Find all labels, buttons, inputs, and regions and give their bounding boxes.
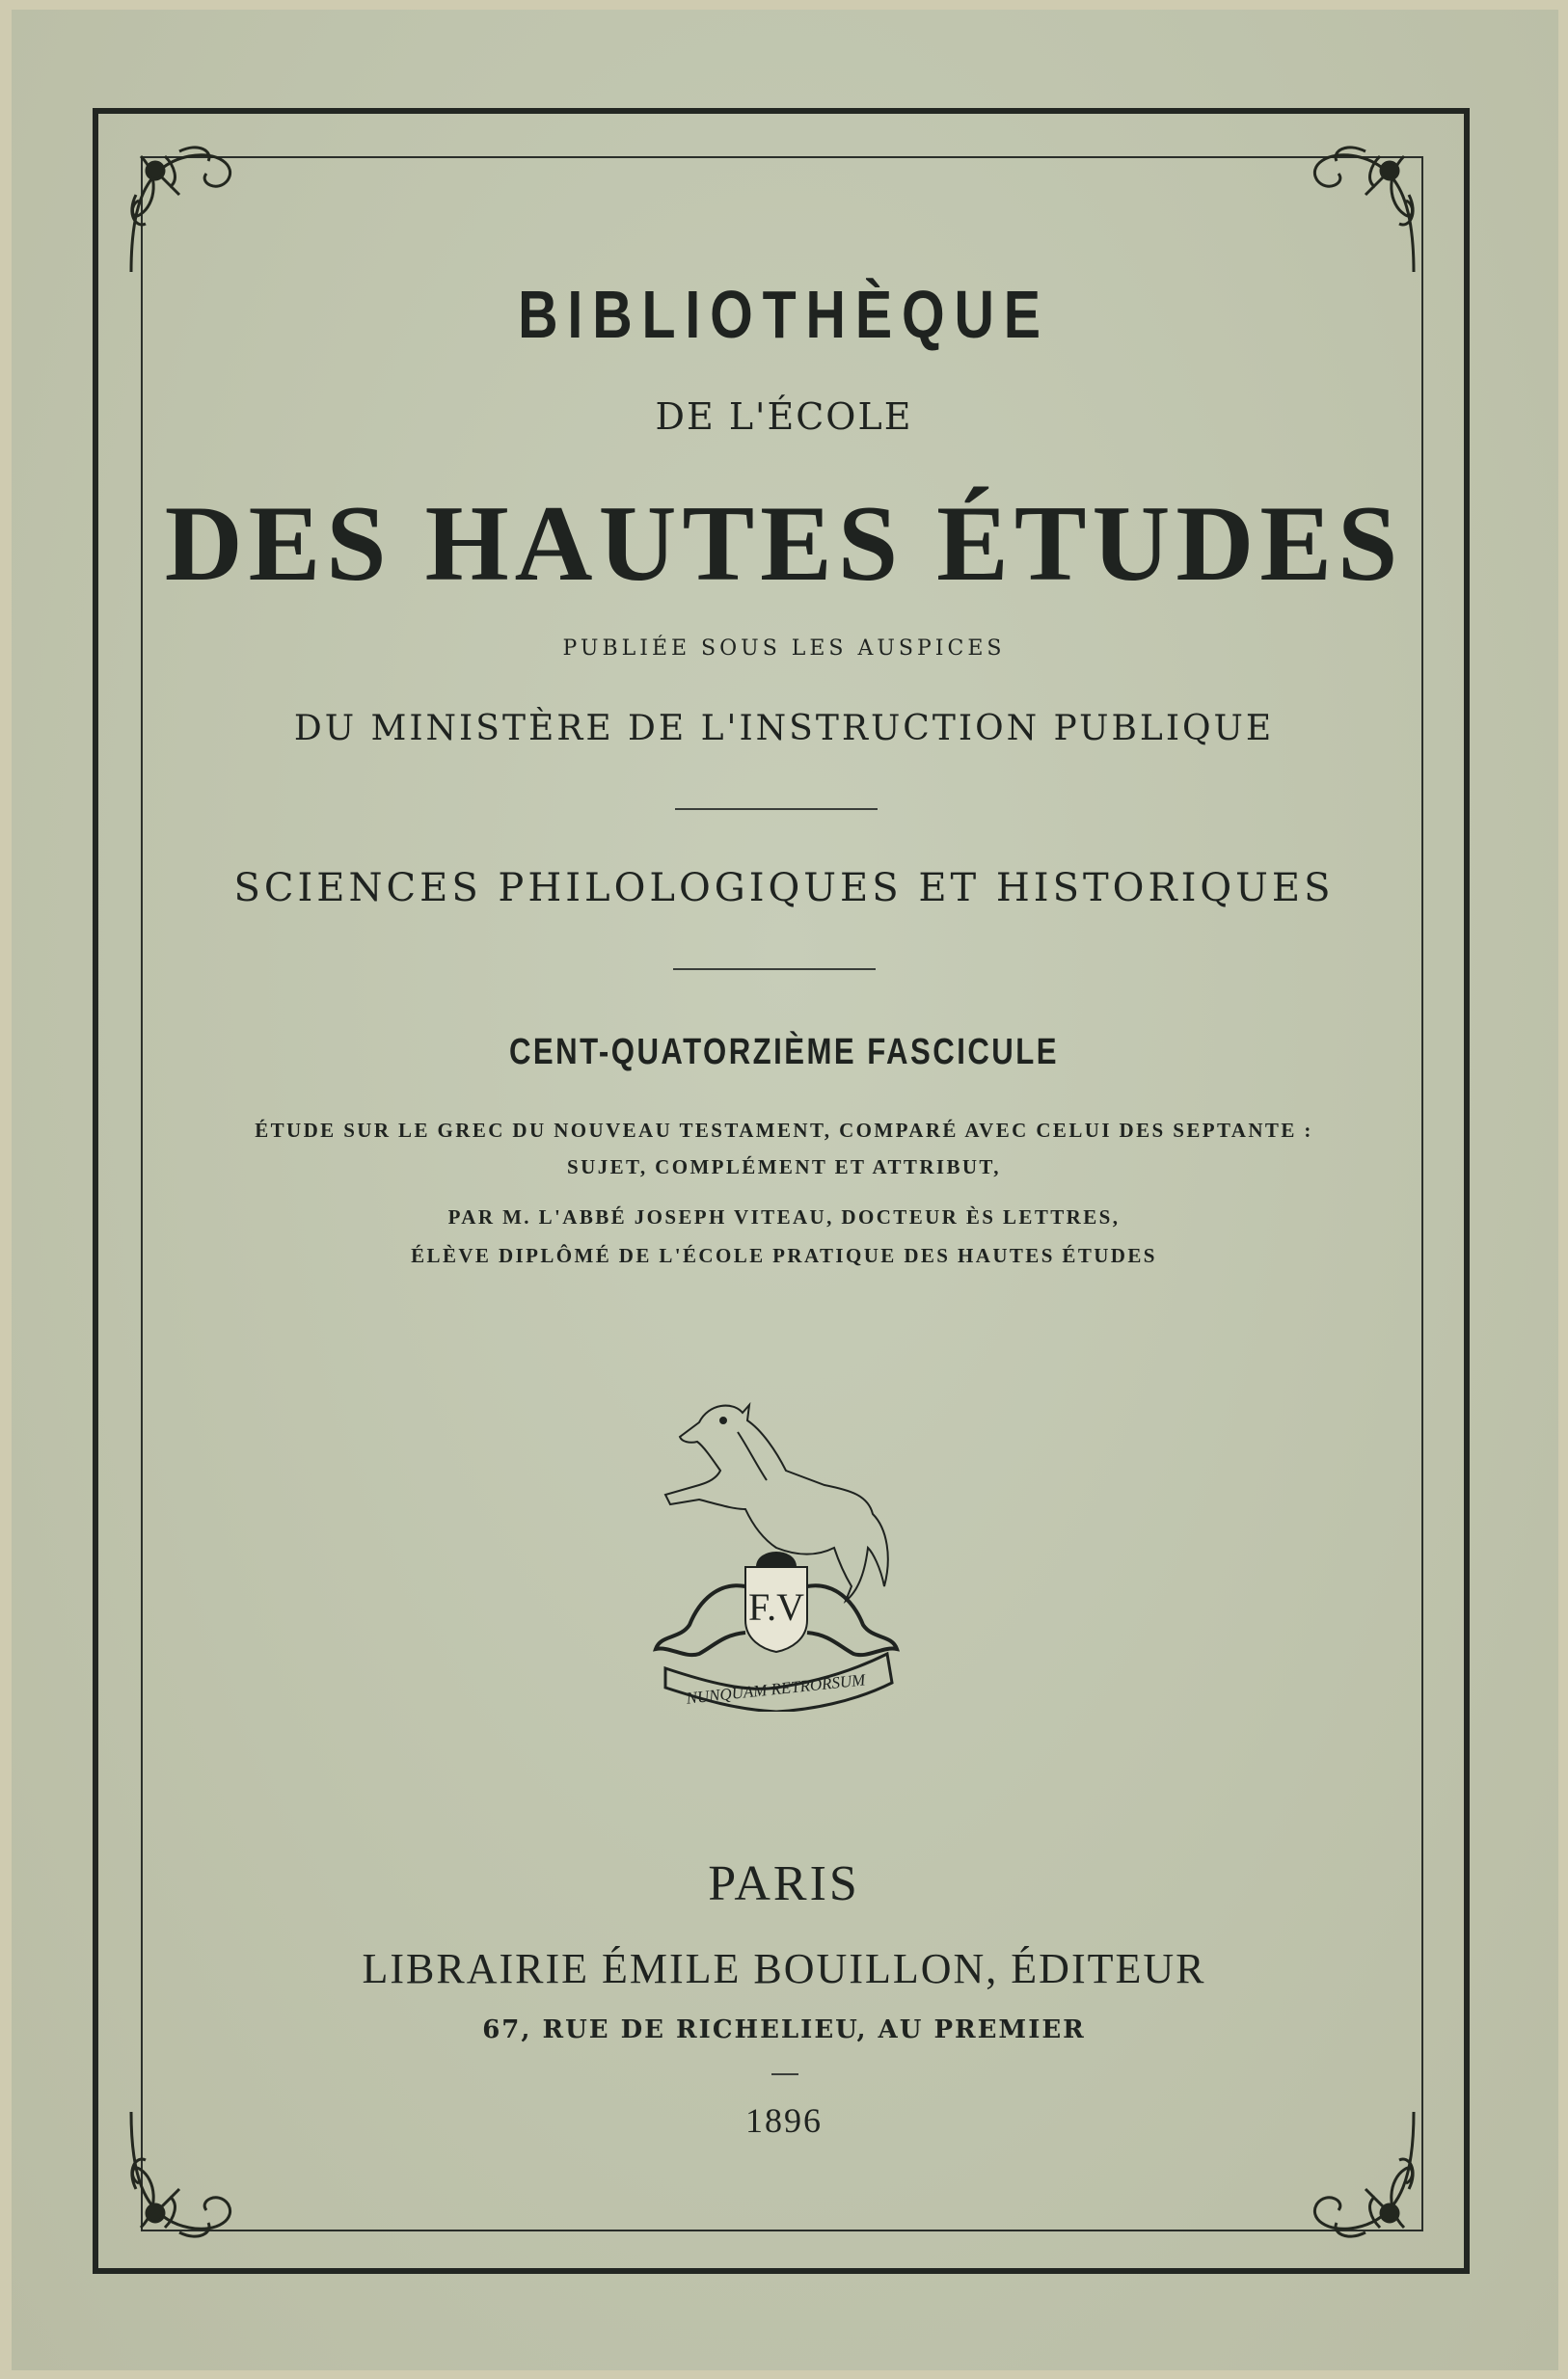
device-motto: NUNQUAM RETRORSUM bbox=[685, 1670, 867, 1708]
author-line: ÉLÈVE DIPLÔMÉ DE L'ÉCOLE PRATIQUE DES HAUTES ÉTUDES bbox=[411, 1244, 1157, 1267]
work-title-line: SUJET, COMPLÉMENT ET ATTRIBUT, bbox=[567, 1155, 1001, 1178]
series-title: SCIENCES PHILOLOGIQUES ET HISTORIQUES bbox=[233, 866, 1335, 910]
divider bbox=[771, 2073, 798, 2075]
author-line: PAR M. L'ABBÉ JOSEPH VITEAU, DOCTEUR ÈS LETTRES, bbox=[447, 1205, 1121, 1229]
ministry-text: DU MINISTÈRE DE L'INSTRUCTION PUBLIQUE bbox=[293, 709, 1275, 748]
library-title: BIBLIOTHÈQUE bbox=[518, 277, 1050, 352]
imprint-year: 1896 bbox=[745, 2101, 823, 2140]
library-main-title: DES HAUTES ÉTUDES bbox=[164, 484, 1404, 604]
imprint-publisher: LIBRAIRIE ÉMILE BOUILLON, ÉDITEUR bbox=[362, 1945, 1206, 1992]
corner-ornament-icon bbox=[1279, 137, 1423, 282]
library-subtitle: DE L'ÉCOLE bbox=[655, 395, 913, 438]
device-monogram: F.V bbox=[748, 1585, 804, 1629]
published-under-text: PUBLIÉE SOUS LES AUSPICES bbox=[562, 636, 1006, 661]
divider bbox=[673, 968, 876, 970]
inner-border-frame bbox=[141, 156, 1423, 2231]
corner-ornament-icon bbox=[122, 137, 266, 282]
divider bbox=[675, 808, 878, 810]
horse-printers-device-icon bbox=[632, 1393, 921, 1712]
imprint-address: 67, RUE DE RICHELIEU, AU PREMIER bbox=[482, 2015, 1086, 2044]
work-title-line: ÉTUDE SUR LE GREC DU NOUVEAU TESTAMENT, COMPARÉ AVEC CELUI DES SEPTANTE : bbox=[255, 1119, 1313, 1142]
imprint-city: PARIS bbox=[708, 1856, 860, 1911]
fascicle-number: CENT-QUATORZIÈME FASCICULE bbox=[508, 1032, 1060, 1072]
